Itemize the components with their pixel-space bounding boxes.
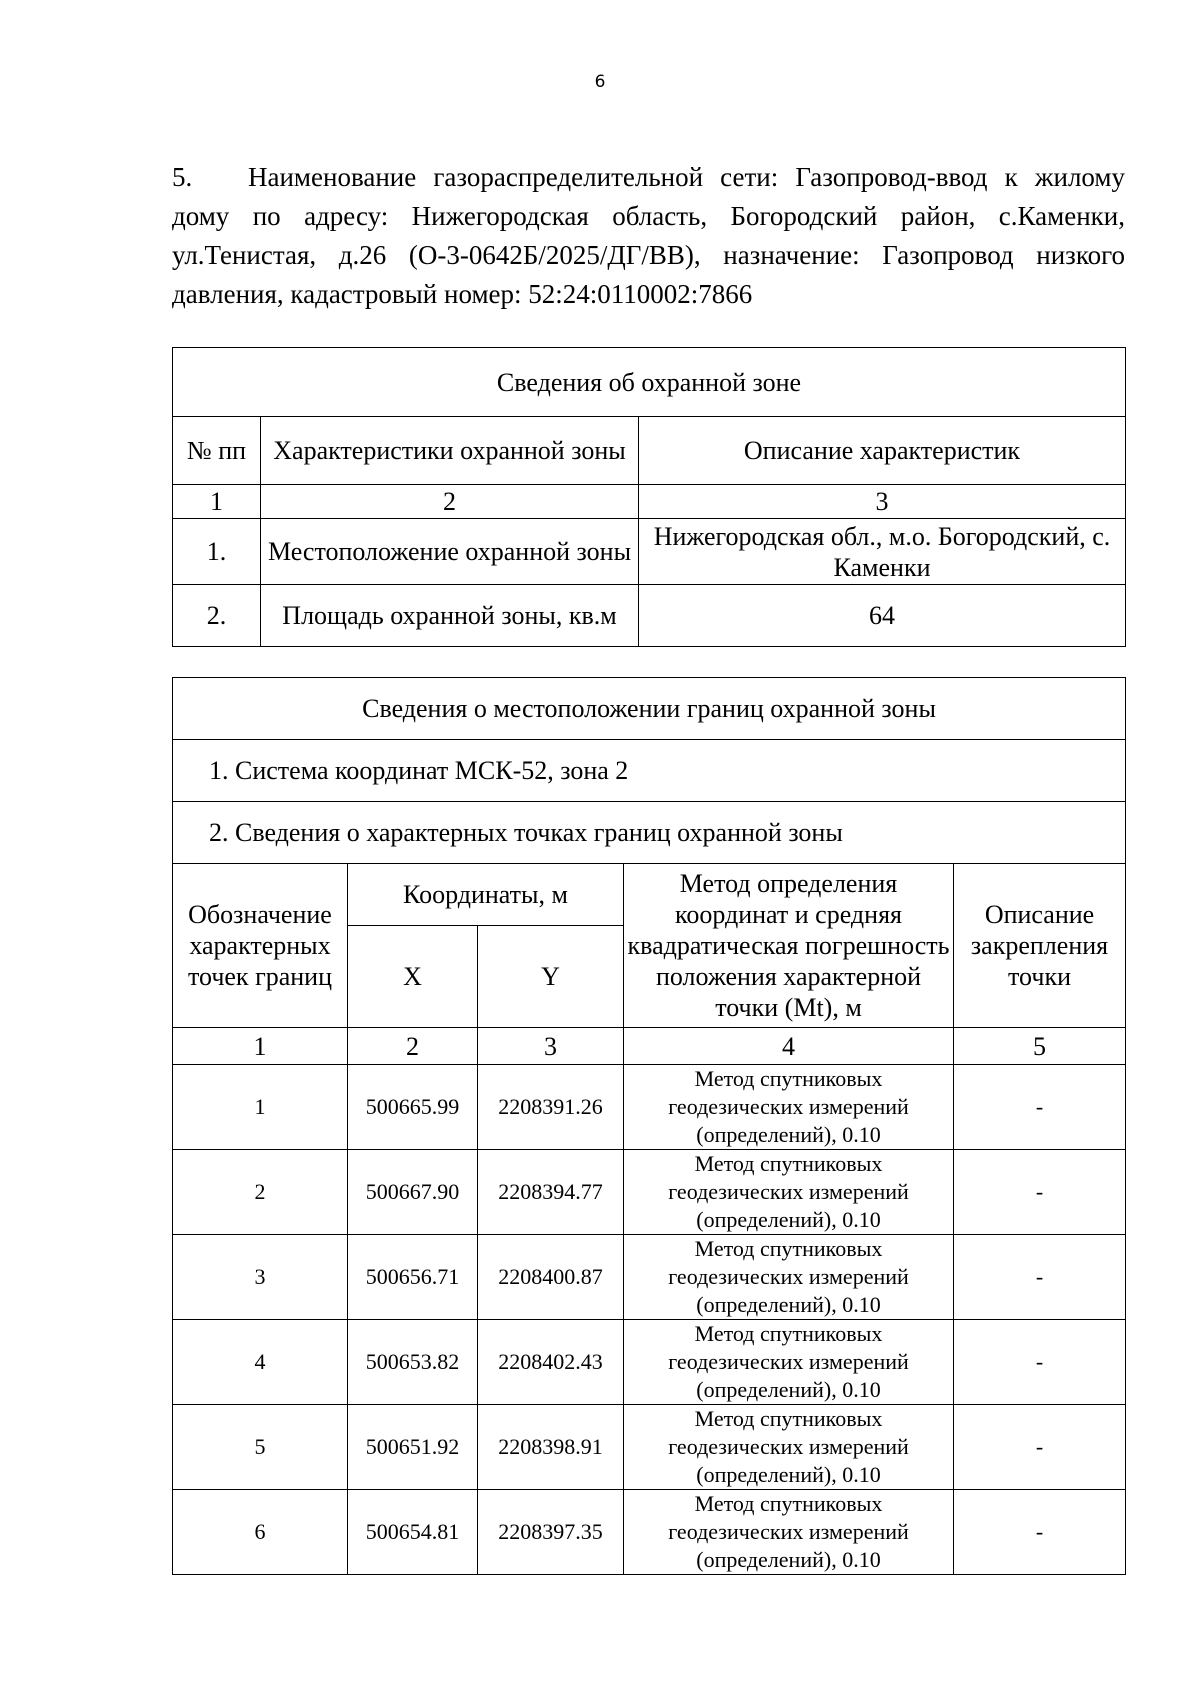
table-row <box>173 1320 1126 1405</box>
row-num: 2. <box>173 585 261 647</box>
index-cell: 3 <box>639 485 1126 519</box>
bounds-table-title: Сведения о местоположении границ охранной зоны <box>173 678 1126 740</box>
header-num: № пп <box>173 417 261 485</box>
fixing: - <box>954 1405 1126 1490</box>
row-description: 64 <box>639 585 1126 647</box>
table-row <box>173 1405 1126 1490</box>
row-characteristic: Площадь охранной зоны, кв.м <box>261 585 639 647</box>
fixing: - <box>954 1150 1126 1235</box>
table-row <box>173 1490 1126 1575</box>
intro-text: Наименование газораспределительной сети: Газопровод-ввод к жилому дому по адресу: Нижегородская область, Богородский район, с.Каменки, ул.Тенистая, д.26 (О-3-0642Б/2025/ДГ/ВВ), назначение: Газопровод низкого давления, кадастровый номер: 52:24:0110002:7866 <box>172 162 1125 309</box>
index-cell: 4 <box>624 1028 954 1065</box>
protection-zone-table <box>172 347 1126 647</box>
method: Метод спутниковых геодезических измерений (определений), 0.10 <box>624 1235 954 1320</box>
fixing: - <box>954 1235 1126 1320</box>
row-num: 1. <box>173 519 261 585</box>
table-row <box>173 1065 1126 1150</box>
index-cell: 2 <box>261 485 639 519</box>
method: Метод спутниковых геодезических измерений (определений), 0.10 <box>624 1405 954 1490</box>
coord-x: 500653.82 <box>348 1320 478 1405</box>
header-y: Y <box>478 926 624 1028</box>
header-point: Обозначение характерных точек границ <box>173 864 348 1028</box>
table-row <box>173 1235 1126 1320</box>
header-x: X <box>348 926 478 1028</box>
coord-y: 2208400.87 <box>478 1235 624 1320</box>
header-characteristic: Характеристики охранной зоны <box>261 417 639 485</box>
coord-x: 500656.71 <box>348 1235 478 1320</box>
header-coordinates: Координаты, м <box>348 864 624 926</box>
index-cell: 5 <box>954 1028 1126 1065</box>
row-characteristic: Местоположение охранной зоны <box>261 519 639 585</box>
coord-y: 2208402.43 <box>478 1320 624 1405</box>
table-row <box>173 1150 1126 1235</box>
method: Метод спутниковых геодезических измерений (определений), 0.10 <box>624 1320 954 1405</box>
coord-x: 500665.99 <box>348 1065 478 1150</box>
coord-y: 2208398.91 <box>478 1405 624 1490</box>
coord-x: 500667.90 <box>348 1150 478 1235</box>
point-id: 4 <box>173 1320 348 1405</box>
intro-number: 5. <box>172 162 193 192</box>
method: Метод спутниковых геодезических измерений (определений), 0.10 <box>624 1065 954 1150</box>
header-fix: Описание закрепления точки <box>954 864 1126 1028</box>
header-method: Метод определения координат и средняя квадратическая погрешность положения характерной точки (Mt), м <box>624 864 954 1028</box>
index-cell: 1 <box>173 1028 348 1065</box>
page-number: 6 <box>594 72 606 92</box>
coord-x: 500654.81 <box>348 1490 478 1575</box>
fixing: - <box>954 1320 1126 1405</box>
boundary-points-table <box>172 677 1126 1575</box>
point-id: 2 <box>173 1150 348 1235</box>
coord-y: 2208391.26 <box>478 1065 624 1150</box>
header-description: Описание характеристик <box>639 417 1126 485</box>
index-cell: 2 <box>348 1028 478 1065</box>
zone-table-title: Сведения об охранной зоне <box>173 348 1126 417</box>
point-id: 6 <box>173 1490 348 1575</box>
method: Метод спутниковых геодезических измерений (определений), 0.10 <box>624 1490 954 1575</box>
point-id: 1 <box>173 1065 348 1150</box>
intro-paragraph <box>172 158 1125 314</box>
coord-y: 2208394.77 <box>478 1150 624 1235</box>
index-cell: 1 <box>173 485 261 519</box>
index-cell: 3 <box>478 1028 624 1065</box>
point-id: 3 <box>173 1235 348 1320</box>
points-section-title: 2. Сведения о характерных точках границ охранной зоны <box>173 802 1126 864</box>
coord-x: 500651.92 <box>348 1405 478 1490</box>
fixing: - <box>954 1065 1126 1150</box>
row-description: Нижегородская обл., м.о. Богородский, с. Каменки <box>639 519 1126 585</box>
point-id: 5 <box>173 1405 348 1490</box>
fixing: - <box>954 1490 1126 1575</box>
coordinate-system: 1. Система координат МСК-52, зона 2 <box>173 740 1126 802</box>
method: Метод спутниковых геодезических измерений (определений), 0.10 <box>624 1150 954 1235</box>
coord-y: 2208397.35 <box>478 1490 624 1575</box>
